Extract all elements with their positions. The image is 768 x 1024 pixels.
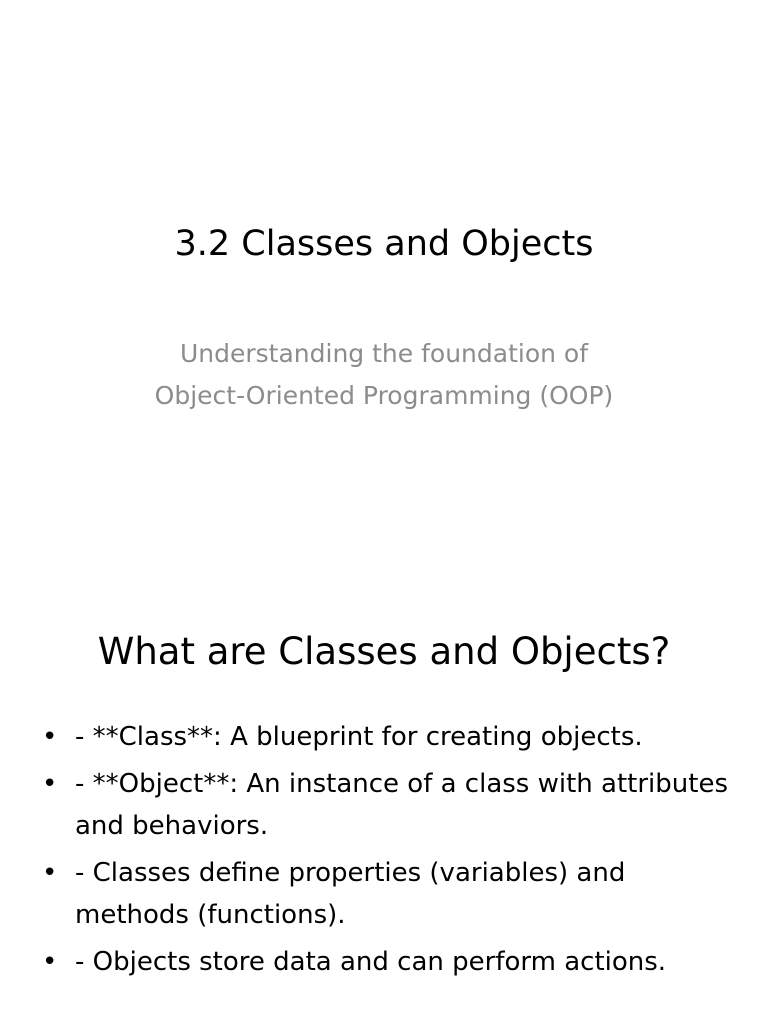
- bullet-item: [38, 716, 738, 758]
- slide-heading: What are Classes and Objects?: [97, 630, 671, 673]
- subtitle-line-1: Understanding the foundation of: [179, 339, 589, 368]
- slide-title: 3.2 Classes and Objects: [174, 224, 594, 264]
- bullet-item: [38, 941, 738, 983]
- bullet-marker: •: [42, 858, 58, 888]
- bullet-list: [38, 716, 738, 988]
- slide-subtitle: [84, 333, 684, 417]
- subtitle-line-2: Object-Oriented Programming (OOP): [154, 381, 614, 410]
- bullet-item: [38, 852, 738, 936]
- bullet-marker: •: [42, 947, 58, 977]
- bullet-text: - **Object**: An instance of a class with attributes and behaviors.: [75, 769, 728, 841]
- bullet-text: - **Class**: A blueprint for creating objects.: [75, 722, 643, 752]
- bullet-item: [38, 763, 738, 847]
- bullet-text: - Objects store data and can perform actions.: [75, 947, 667, 977]
- content-slide: [0, 512, 768, 1024]
- bullet-text: - Classes define properties (variables) and methods (functions).: [75, 858, 626, 930]
- bullet-marker: •: [42, 769, 58, 799]
- bullet-marker: •: [42, 722, 58, 752]
